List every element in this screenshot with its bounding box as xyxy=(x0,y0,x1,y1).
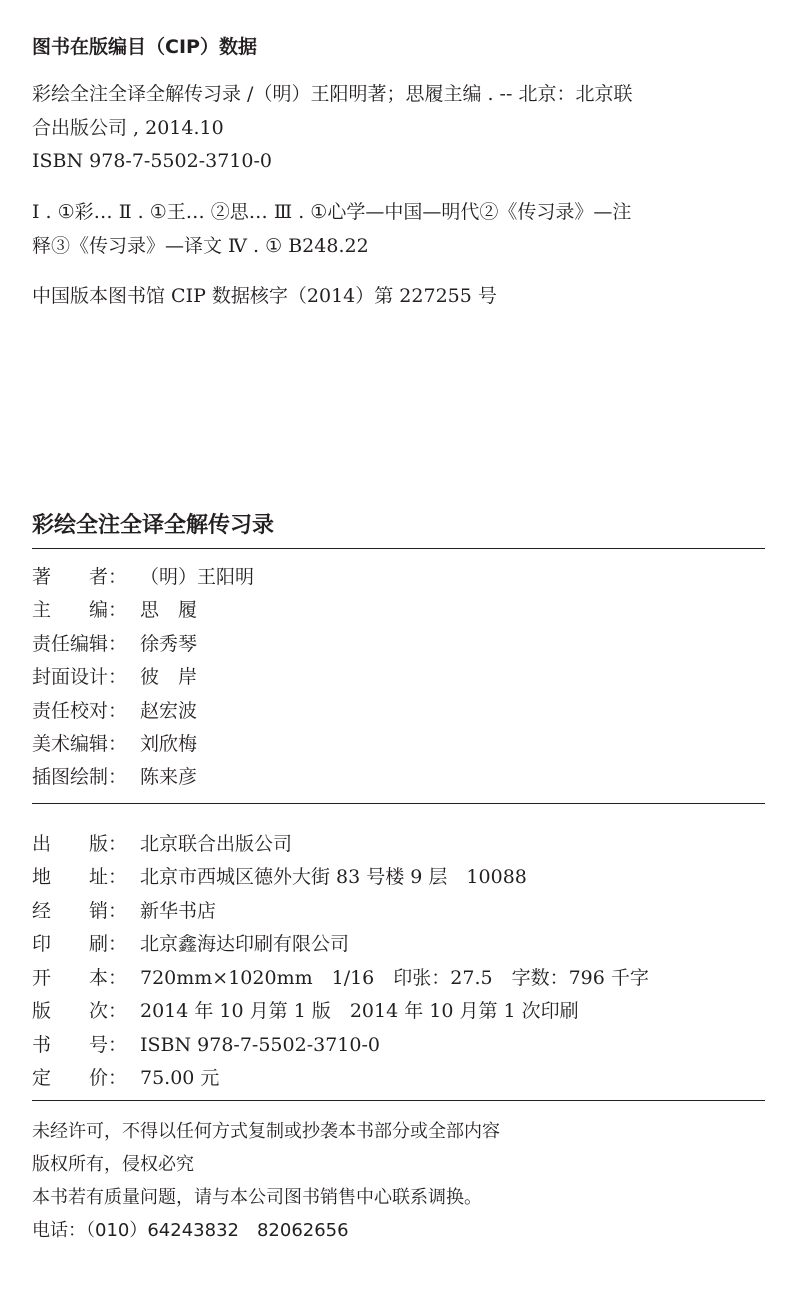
credit-value: 彼 岸 xyxy=(140,666,198,689)
credit-row-art-editor xyxy=(32,728,254,761)
credits-list xyxy=(32,561,254,795)
credit-row-proofreader xyxy=(32,695,254,728)
pub-row-address xyxy=(32,861,649,894)
pub-row-isbn xyxy=(32,1029,649,1062)
divider-rule xyxy=(32,1100,765,1101)
credit-label: 主 编： xyxy=(32,599,128,622)
credit-value: 思 履 xyxy=(140,599,198,622)
pub-label: 定 价： xyxy=(32,1067,128,1090)
cip-subjects xyxy=(32,196,631,263)
cip-subject-line: Ⅰ . ①彩… Ⅱ . ①王… ②思… Ⅲ . ①心学—中国—明代②《传习录》—注 xyxy=(32,201,632,223)
cip-description-line: 彩绘全注全译全解传习录 /（明）王阳明著；思履主编 . -- 北京：北京联 xyxy=(32,83,633,105)
credit-label: 责任校对： xyxy=(32,699,128,722)
pub-value: 720mm×1020mm 1/16 印张：27.5 字数：796 千字 xyxy=(140,966,649,989)
cip-subject-line: 释③《传习录》—译文 Ⅳ . ① B248.22 xyxy=(32,234,369,257)
divider-rule xyxy=(32,548,765,549)
pub-value: 2014 年 10 月第 1 版 2014 年 10 月第 1 次印刷 xyxy=(140,1000,579,1023)
credit-label: 美术编辑： xyxy=(32,733,128,756)
pub-value: 75.00 元 xyxy=(140,1067,220,1090)
pub-row-distributor xyxy=(32,895,649,928)
pub-label: 地 址： xyxy=(32,866,128,889)
credit-label: 著 者： xyxy=(32,566,128,588)
pub-value: 新华书店 xyxy=(140,899,217,922)
pub-value: 北京联合出版公司 xyxy=(140,833,293,855)
cip-isbn-line: ISBN 978-7-5502-3710-0 xyxy=(32,150,272,172)
cip-heading: 图书在版编目（CIP）数据 xyxy=(32,36,257,58)
phone-line: 电话：（010）64243832 82062656 xyxy=(32,1220,349,1241)
pub-value: 北京鑫海达印刷有限公司 xyxy=(140,933,350,956)
pub-label: 书 号： xyxy=(32,1033,128,1056)
notice-line: 版权所有，侵权必究 xyxy=(32,1154,194,1175)
pub-row-publisher xyxy=(32,828,649,861)
cip-description xyxy=(32,78,632,179)
pub-label: 版 次： xyxy=(32,1000,128,1023)
divider-rule xyxy=(32,803,765,804)
credit-row-cover-design xyxy=(32,661,254,694)
publication-details xyxy=(32,828,649,1096)
pub-row-printer xyxy=(32,928,649,961)
cip-description-line: 合出版公司 , 2014.10 xyxy=(32,116,224,139)
notice-line: 未经许可，不得以任何方式复制或抄袭本书部分或全部内容 xyxy=(32,1121,500,1142)
credit-value: 陈来彦 xyxy=(140,766,198,789)
pub-label: 出 版： xyxy=(32,833,128,855)
pub-row-edition xyxy=(32,995,649,1028)
credit-label: 插图绘制： xyxy=(32,766,128,789)
credit-value: （明）王阳明 xyxy=(140,566,255,588)
book-title: 彩绘全注全译全解传习录 xyxy=(32,513,275,538)
credit-row-author xyxy=(32,561,254,594)
pub-value: 北京市西城区德外大街 83 号楼 9 层 10088 xyxy=(140,866,527,889)
credit-value: 刘欣梅 xyxy=(140,733,198,756)
credit-value: 徐秀琴 xyxy=(140,632,198,655)
pub-value: ISBN 978-7-5502-3710-0 xyxy=(140,1033,380,1056)
cip-record-number: 中国版本图书馆 CIP 数据核字（2014）第 227255 号 xyxy=(32,285,497,307)
credit-row-responsible-editor xyxy=(32,628,254,661)
credit-row-editor-in-chief xyxy=(32,594,254,627)
pub-label: 开 本： xyxy=(32,966,128,989)
pub-row-format xyxy=(32,962,649,995)
credit-row-illustrator xyxy=(32,761,254,794)
credit-label: 责任编辑： xyxy=(32,632,128,655)
credit-label: 封面设计： xyxy=(32,666,128,689)
credit-value: 赵宏波 xyxy=(140,699,198,722)
notice-line: 本书若有质量问题，请与本公司图书销售中心联系调换。 xyxy=(32,1187,482,1208)
pub-row-price xyxy=(32,1062,649,1095)
copyright-notices xyxy=(32,1115,500,1247)
pub-label: 经 销： xyxy=(32,899,128,922)
pub-label: 印 刷： xyxy=(32,933,128,956)
